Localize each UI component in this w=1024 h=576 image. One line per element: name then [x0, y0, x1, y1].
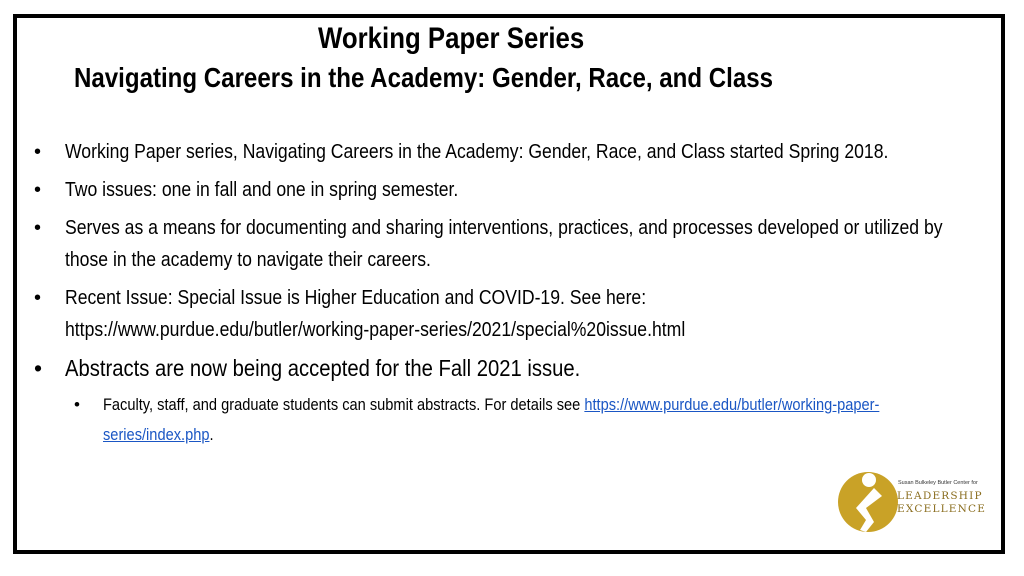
page-subtitle: Navigating Careers in the Academy: Gender, Race, and Class: [74, 62, 774, 93]
list-item: [34, 282, 984, 346]
sub-bullet-lead: Faculty, staff, and graduate students can submit abstracts. For details see: [103, 395, 585, 414]
list-item: [34, 136, 984, 168]
page-title: Working Paper Series: [318, 22, 585, 55]
list-item: [34, 212, 984, 276]
logo-figure-head-icon: [862, 473, 876, 487]
sub-bullet-text: [103, 390, 980, 450]
sub-list-item: [34, 390, 984, 450]
bullet-marker: •: [34, 217, 42, 239]
logo-line-2: EXCELLENCE: [897, 503, 987, 515]
working-paper-series-link[interactable]: https://www.purdue.edu/butler/working-paper-series/index.php: [103, 395, 880, 444]
bullet-marker: •: [34, 355, 43, 381]
bullet-list: [34, 136, 984, 450]
list-item: [34, 352, 984, 384]
sub-bullet-trailing: .: [209, 425, 214, 444]
bullet-marker: •: [34, 179, 42, 201]
bullet-text: Two issues: one in fall and one in spring semester.: [65, 179, 459, 201]
bullet-text: Serves as a means for documenting and sharing interventions, practices, and processes developed or utilized by those in the academy to navigate their careers.: [65, 217, 943, 271]
bullet-text: Working Paper series, Navigating Careers in the Academy: Gender, Race, and Class started Spring 2018.: [65, 141, 889, 163]
logo-line-1: LEADERSHIP: [897, 490, 983, 502]
list-item: [34, 174, 984, 206]
bullet-marker: •: [74, 395, 80, 414]
butler-center-logo: [836, 466, 988, 538]
bullet-text: Recent Issue: Special Issue is Higher Education and COVID-19. See here: https://www.purdue.edu/butler/working-paper-series/2021/special%20issue.html: [65, 287, 686, 341]
bullet-text: Abstracts are now being accepted for the Fall 2021 issue.: [65, 355, 581, 381]
bullet-marker: •: [34, 141, 42, 163]
logo-caption: Susan Bulkeley Butler Center for: [898, 480, 978, 486]
bullet-marker: •: [34, 287, 42, 309]
